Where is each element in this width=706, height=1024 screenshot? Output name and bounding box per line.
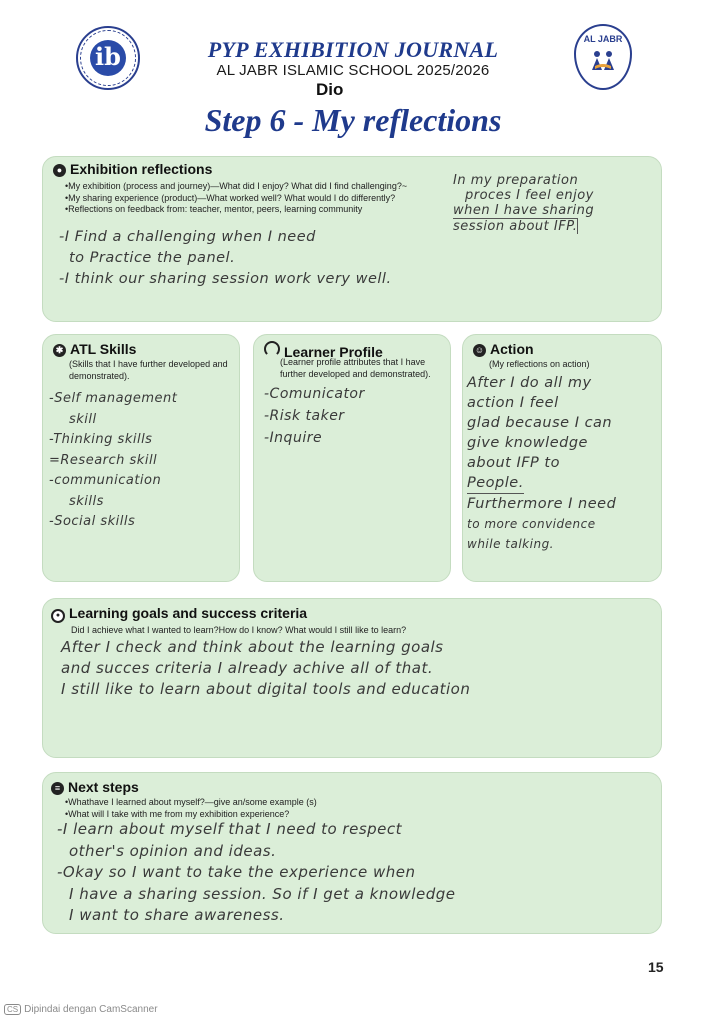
exhibition-prompt: •Reflections on feedback from: teacher, mentor, peers, learning community xyxy=(65,204,363,214)
atl-subtitle: (Skills that I have further developed and demonstrated). xyxy=(69,359,228,381)
goals-answer xyxy=(61,637,470,700)
next-answer xyxy=(57,819,455,927)
handwritten-line: to more convidence xyxy=(467,517,596,531)
exhibition-prompt: •My sharing experience (product)—What worked well? What would I do differently? xyxy=(65,192,396,203)
learner-answer xyxy=(264,383,365,449)
handwritten-line: give knowledge xyxy=(467,435,588,451)
handwritten-line: After I do all my xyxy=(467,375,592,391)
action-person-icon: ☺ xyxy=(474,345,485,355)
handwritten-line: -communication xyxy=(49,473,162,488)
handwritten-line: =Research skill xyxy=(49,452,158,468)
handwritten-line: -I think our sharing session work very well. xyxy=(59,271,392,287)
action-heading-text: Action xyxy=(490,341,534,357)
atl-heading-text: ATL Skills xyxy=(70,341,137,357)
handwritten-line: skills xyxy=(69,493,104,509)
handwritten-line: -Social skills xyxy=(49,514,136,529)
handwritten-line: I still like to learn about digital tools and education xyxy=(61,680,471,698)
handwritten-line: to Practice the panel. xyxy=(69,250,236,266)
exhibition-reflections-box xyxy=(42,156,662,322)
handwritten-line: I want to share awareness. xyxy=(69,906,285,924)
scanner-watermark xyxy=(4,1004,158,1015)
learner-subtitle: (Learner profile attributes that I have further developed and demonstrated). xyxy=(280,357,431,379)
action-answer xyxy=(467,373,616,554)
exhibition-prompts xyxy=(65,181,485,216)
page-number: 15 xyxy=(648,959,664,975)
handwritten-line: -Comunicator xyxy=(264,386,365,402)
action-subtitle: (My reflections on action) xyxy=(489,359,590,369)
goals-heading-text: Learning goals and success criteria xyxy=(69,605,308,621)
step-title: Step 6 - My reflections xyxy=(204,102,502,138)
action-heading xyxy=(473,341,534,357)
al-jabr-logo-text: AL JABR xyxy=(583,34,623,44)
learning-goals-box xyxy=(42,598,662,758)
handwritten-line: while talking. xyxy=(467,537,554,551)
handwritten-line: In my preparation xyxy=(453,173,579,188)
handwritten-line: skill xyxy=(69,411,97,427)
handwritten-line: other's opinion and ideas. xyxy=(69,841,277,860)
handwritten-line: when I have sharing xyxy=(453,203,595,218)
exhibition-side-answer xyxy=(453,173,594,234)
next-prompt: •What will I take with me from my exhibition experience? xyxy=(65,808,290,819)
person-icon: ● xyxy=(53,164,66,177)
children-reading-icon xyxy=(590,50,616,72)
next-steps-heading xyxy=(51,779,139,795)
student-name: Dio xyxy=(316,80,344,99)
atl-answer xyxy=(49,389,177,533)
gear-icon: ✱ xyxy=(53,344,66,357)
atl-skills-heading xyxy=(53,341,136,357)
handwritten-line: -Thinking skills xyxy=(49,432,153,447)
school-name: AL JABR ISLAMIC SCHOOL 2025/2026 xyxy=(216,62,490,79)
ib-world-school-logo xyxy=(76,26,140,90)
journal-title: PYP EXHIBITION JOURNAL xyxy=(207,37,499,62)
handwritten-line: glad because I can xyxy=(467,415,613,431)
exhibition-heading-text: Exhibition reflections xyxy=(70,161,213,177)
atl-skills-box xyxy=(42,334,240,582)
camscanner-icon: CS xyxy=(4,1004,21,1015)
handwritten-line: People. xyxy=(467,473,524,494)
learner-profile-box xyxy=(253,334,451,582)
refresh-icon xyxy=(264,341,280,357)
handwritten-line: -I learn about myself that I need to respect xyxy=(57,820,403,838)
next-steps-box xyxy=(42,772,662,934)
list-icon: ≡ xyxy=(51,782,64,795)
next-prompt: •Whathave I learned about myself?—give an/some example (s) xyxy=(65,797,317,807)
handwritten-line: After I check and think about the learning goals xyxy=(61,638,444,656)
handwritten-line: proces I feel enjoy xyxy=(465,188,594,203)
action-box xyxy=(462,334,662,582)
handwritten-line: session about IFP. xyxy=(453,219,578,234)
handwritten-line: -I Find a challenging when I need xyxy=(59,229,316,245)
exhibition-answer xyxy=(59,227,392,290)
handwritten-line: action I feel xyxy=(467,395,559,411)
handwritten-line: -Risk taker xyxy=(264,408,345,424)
scanner-text: Dipindai dengan CamScanner xyxy=(24,1004,158,1015)
handwritten-line: Furthermore I need xyxy=(467,496,617,512)
goals-prompt: Did I achieve what I wanted to learn?How do I know? What would I still like to learn? xyxy=(71,625,407,635)
target-icon: ● xyxy=(51,609,65,623)
handwritten-line: I have a sharing session. So if I get a knowledge xyxy=(69,884,456,903)
handwritten-line: and succes criteria I already achive all of that. xyxy=(61,659,434,677)
next-heading-text: Next steps xyxy=(68,779,139,795)
handwritten-line: about IFP to xyxy=(467,455,560,471)
learning-goals-heading xyxy=(51,605,307,623)
handwritten-line: -Okay so I want to take the experience when xyxy=(57,863,416,881)
learner-heading-text: Learner Profile xyxy=(284,344,383,360)
exhibition-reflections-heading xyxy=(53,161,212,177)
ib-logo-mark: ib xyxy=(90,40,126,76)
handwritten-line: -Inquire xyxy=(264,430,323,446)
exhibition-prompt: •My exhibition (process and journey)—What did I enjoy? What did I find challenging?~ xyxy=(65,181,408,191)
handwritten-line: -Self management xyxy=(49,391,178,406)
next-prompts xyxy=(65,797,485,820)
al-jabr-school-logo xyxy=(574,24,632,90)
